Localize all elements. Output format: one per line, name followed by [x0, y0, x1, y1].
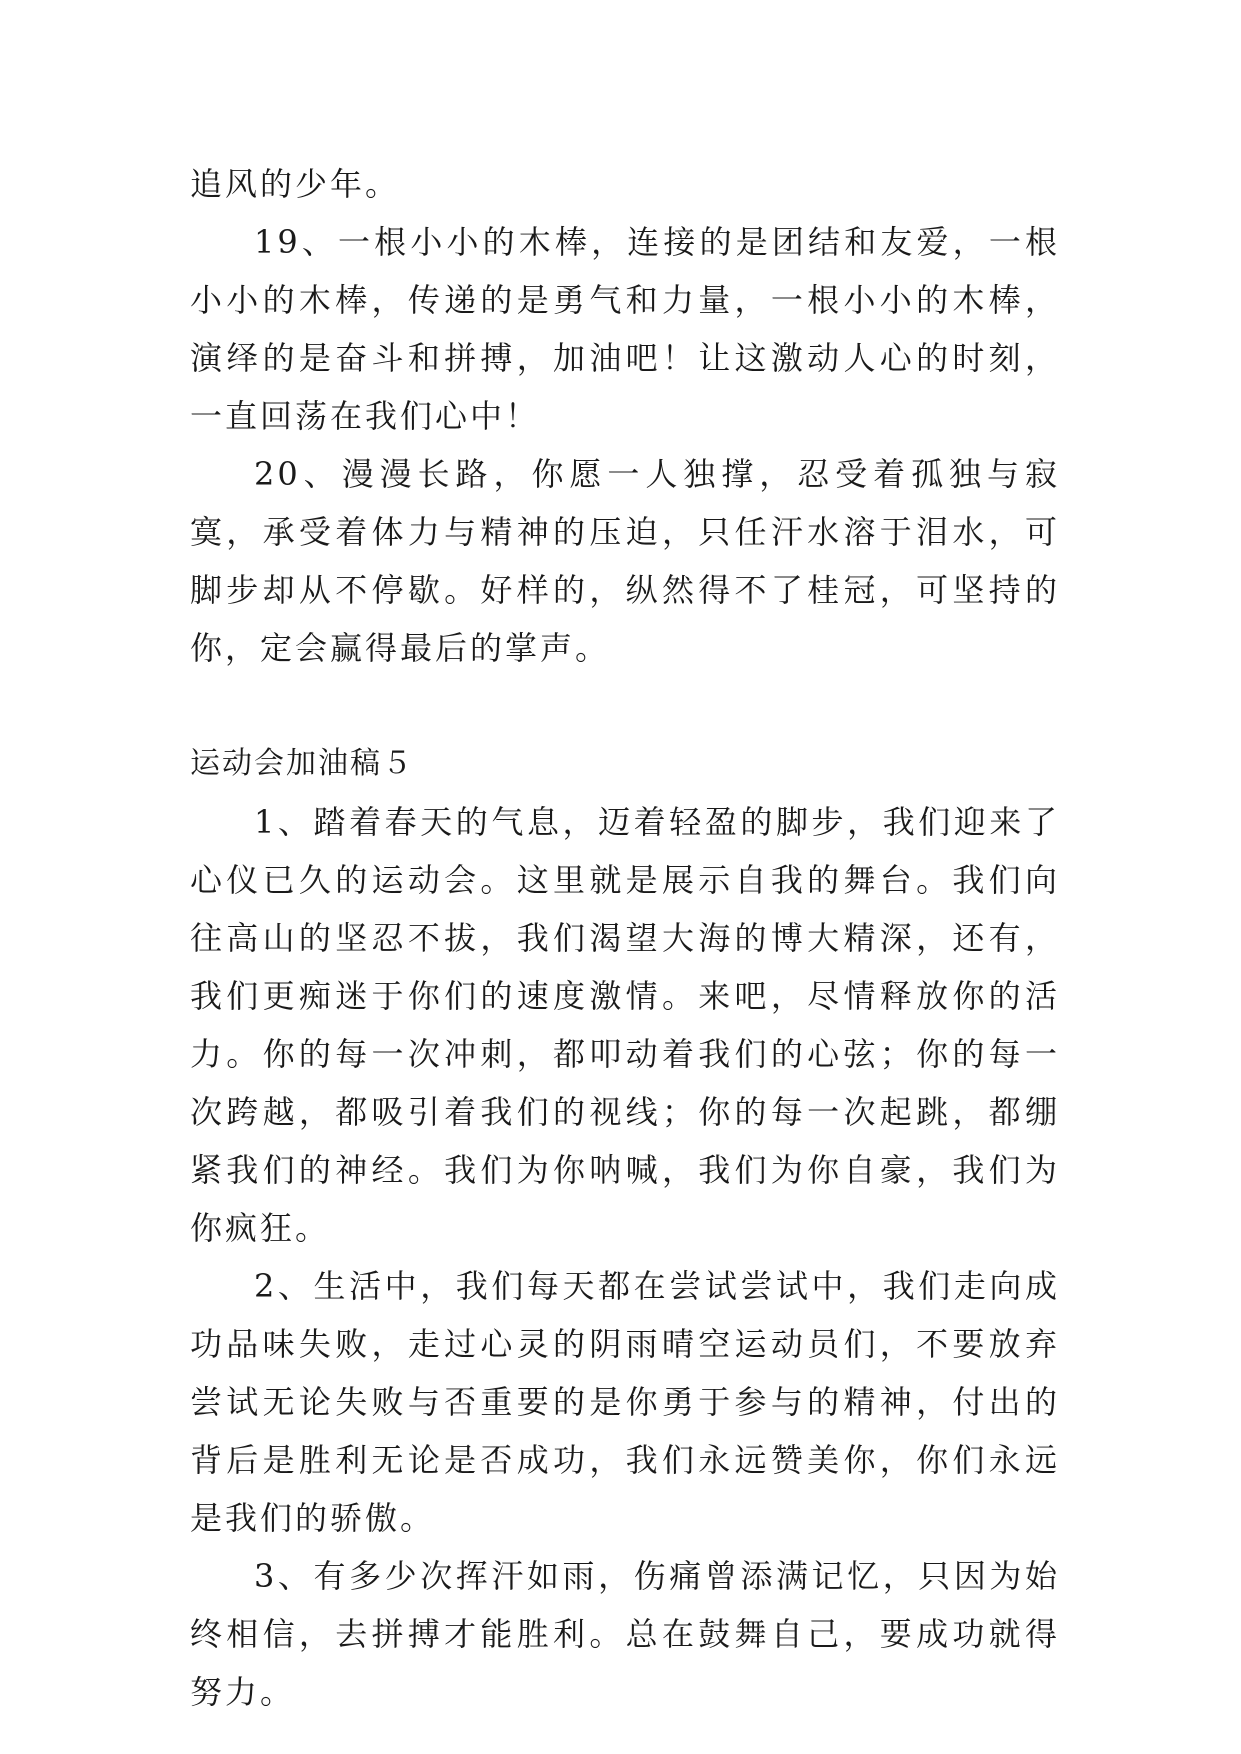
- section-heading: 运动会加油稿５: [190, 746, 414, 781]
- paragraph-item-1: 1、踏着春天的气息，迈着轻盈的脚步，我们迎来了心仪已久的运动会。这里就是展示自我的舞台。我们向往高山的坚忍不拔，我们渴望大海的博大精深，还有，我们更痴迷于你们的速度激情。来吧，尽情释放你的活力。你的每一次冲刺，都叩动着我们的心弦；你的每一次跨越，都吸引着我们的视线；你的每一次起跳，都绷紧我们的神经。我们为你呐喊，我们为你自豪，我们为你疯狂。: [190, 803, 1060, 1247]
- paragraph-continuation: 追风的少年。: [190, 165, 401, 203]
- paragraph-item-3: 3、有多少次挥汗如雨，伤痛曾添满记忆，只因为始终相信，去拼搏才能胜利。总在鼓舞自己，要成功就得努力。: [190, 1557, 1060, 1711]
- paragraph-item-20: 20、漫漫长路，你愿一人独撑，忍受着孤独与寂寞，承受着体力与精神的压迫，只任汗水溶于泪水，可脚步却从不停歇。好样的，纵然得不了桂冠，可坚持的你，定会赢得最后的掌声。: [190, 455, 1060, 667]
- document-body: [190, 155, 1060, 1721]
- paragraph-item-2: 2、生活中，我们每天都在尝试尝试中，我们走向成功品味失败，走过心灵的阴雨晴空运动员们，不要放弃尝试无论失败与否重要的是你勇于参与的精神，付出的背后是胜利无论是否成功，我们永远赞美你，你们永远是我们的骄傲。: [190, 1267, 1060, 1537]
- paragraph-item-19: 19、一根小小的木棒，连接的是团结和友爱，一根小小的木棒，传递的是勇气和力量，一根小小的木棒，演绎的是奋斗和拼搏，加油吧！让这激动人心的时刻，一直回荡在我们心中！: [190, 223, 1060, 435]
